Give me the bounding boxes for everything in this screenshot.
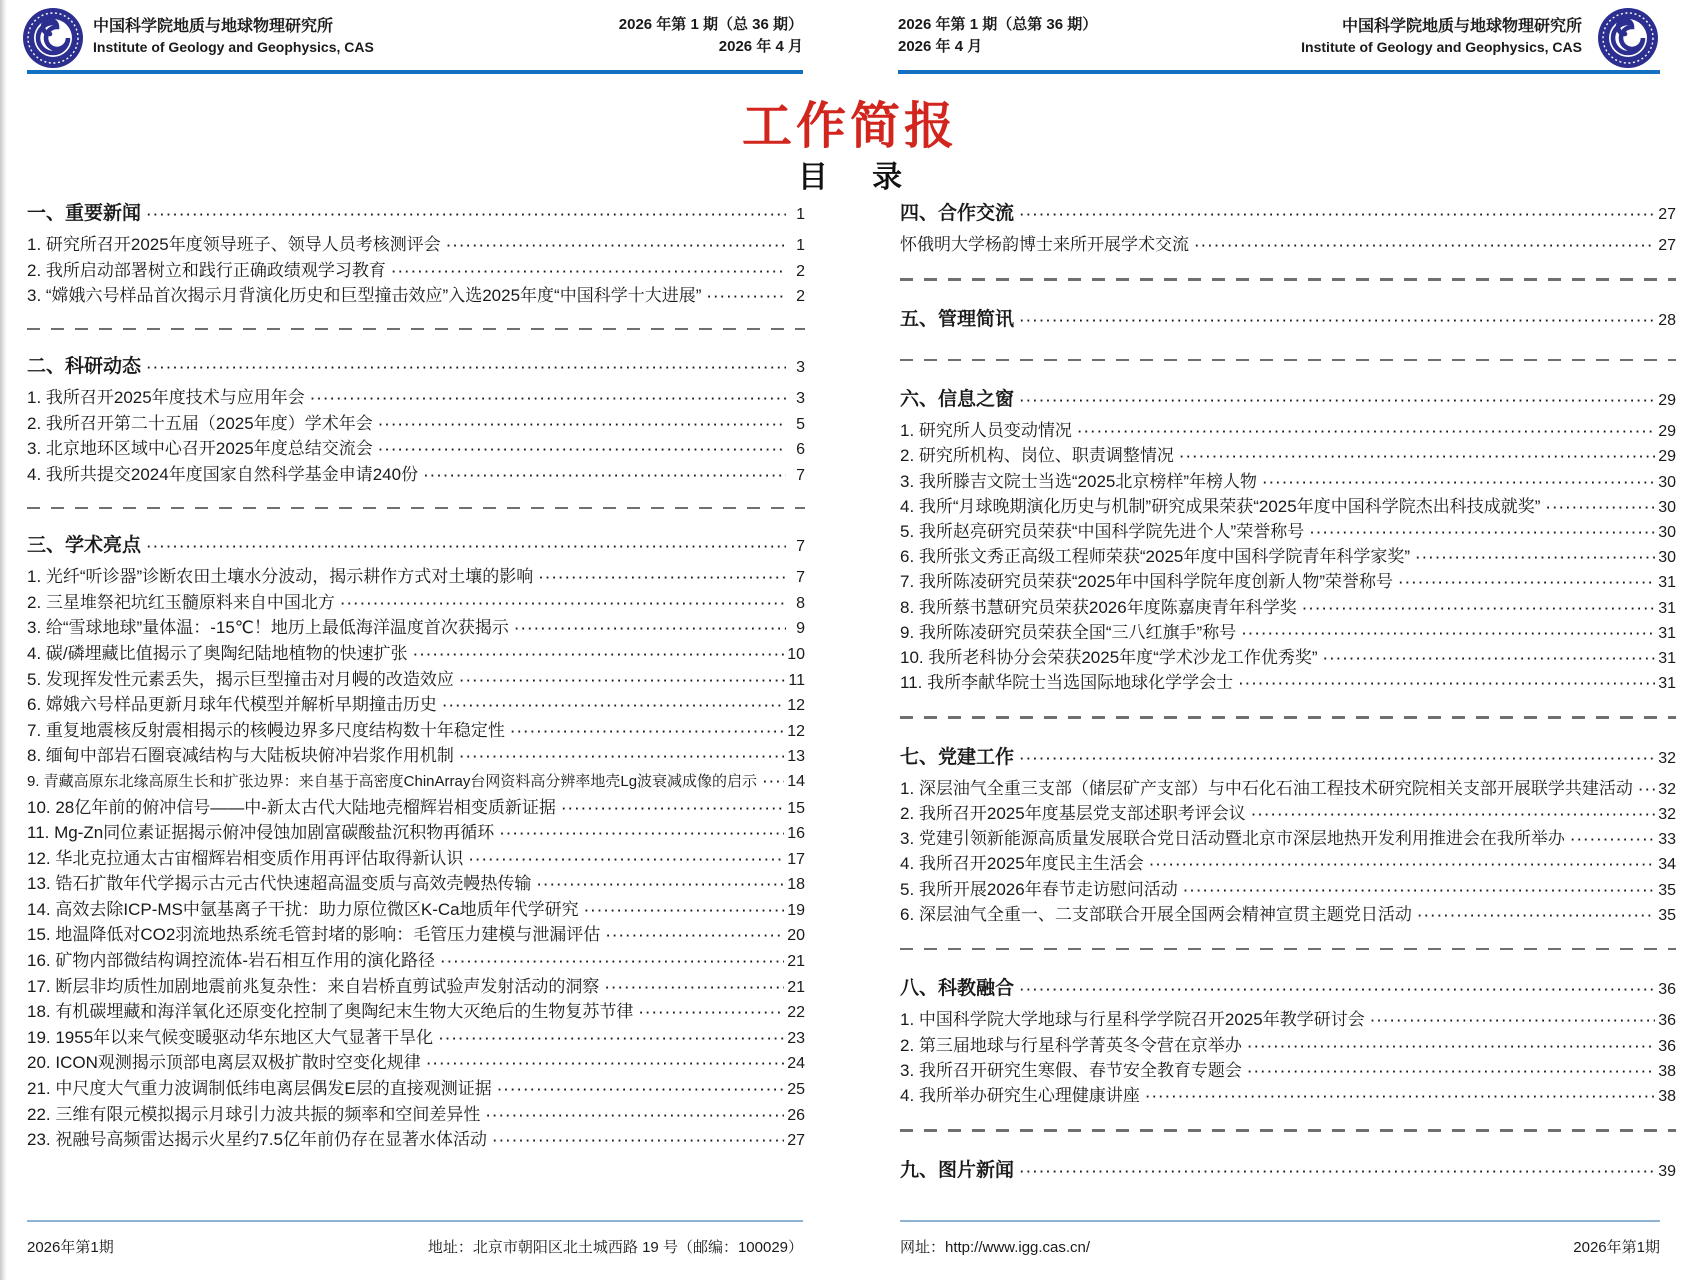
toc-item-label: 6. 嫦娥六号样品更新月球年代模型并解析早期撞击历史 (27, 695, 437, 715)
dot-leader (1078, 420, 1655, 445)
dot-leader (562, 797, 784, 823)
dot-leader (1150, 853, 1655, 878)
dot-leader (147, 350, 786, 386)
page-number: 27 (1658, 206, 1676, 223)
institute-name (1301, 16, 1582, 58)
dot-leader (1020, 741, 1655, 777)
toc-item (27, 462, 805, 488)
page-number: 12 (787, 722, 805, 740)
toc-item-label: 2. 研究所机构、岗位、职责调整情况 (900, 446, 1174, 466)
toc-item (900, 1058, 1676, 1083)
dot-leader (707, 285, 786, 311)
toc-section-heading-label: 三、学术亮点 (27, 535, 142, 557)
toc-item-label: 9. 我所陈凌研究员荣获全国“三八红旗手”称号 (900, 622, 1237, 642)
toc-item (27, 718, 805, 744)
page-number: 34 (1658, 856, 1676, 874)
toc-item-label: 3. 北京地环区域中心召开2025年度总结交流会 (27, 439, 373, 459)
dot-leader (1242, 622, 1655, 647)
toc-item (27, 641, 805, 667)
toc-item (27, 615, 805, 641)
toc-item-label: 4. 我所共提交2024年度国家自然科学基金申请240份 (27, 465, 419, 485)
page-number: 31 (1658, 649, 1676, 667)
page-number: 6 (796, 441, 805, 459)
toc-item (27, 1025, 805, 1051)
page-number: 20 (787, 927, 805, 945)
page-number: 33 (1658, 831, 1676, 849)
toc-item (27, 258, 805, 284)
dot-leader (606, 924, 784, 950)
dot-leader (341, 592, 786, 618)
dot-leader (1310, 521, 1655, 546)
toc-item (27, 846, 805, 872)
toc-item (27, 692, 805, 718)
toc-item-label: 怀俄明大学杨韵博士来所开展学术交流 (900, 235, 1189, 254)
toc-item-label: 2. 我所召开第二十五届（2025年度）学术年会 (27, 413, 373, 433)
dot-leader (469, 848, 784, 874)
page-number: 24 (787, 1055, 805, 1073)
dot-leader (1020, 1154, 1655, 1190)
footer-rule (27, 1220, 803, 1222)
page-number: 1 (796, 237, 805, 254)
page-number: 27 (1658, 237, 1676, 254)
toc-item (27, 590, 805, 616)
toc-item (900, 902, 1676, 927)
left-page-header (27, 0, 803, 78)
toc-section-heading-label: 八、科教融合 (900, 978, 1015, 1000)
page-number: 7 (796, 569, 805, 587)
toc-item-label: 7. 重复地震核反射震相揭示的核幔边界多尺度结构数十年稳定性 (27, 720, 505, 740)
dot-leader (539, 566, 786, 592)
toc-item-label: 5. 发现挥发性元素丢失，揭示巨型撞击对月幔的改造效应 (27, 669, 454, 689)
dot-leader (1020, 197, 1655, 233)
dot-leader (439, 1027, 784, 1053)
page-number: 23 (787, 1029, 805, 1047)
dot-leader (763, 770, 784, 796)
page-number: 29 (1658, 392, 1676, 410)
dot-leader (1324, 647, 1656, 672)
page-number: 15 (787, 799, 805, 817)
toc-item-label: 2. 三星堆祭祀坑红玉髓原料来自中国北方 (27, 592, 335, 612)
toc-item (900, 670, 1676, 695)
page-number: 3 (796, 390, 805, 408)
toc-item-label: 11. 我所李献华院士当选国际地球化学学会士 (900, 673, 1234, 693)
toc-item (27, 1127, 805, 1153)
section-divider (900, 278, 1676, 281)
page-number: 31 (1658, 574, 1676, 592)
page-number: 8 (796, 594, 805, 612)
toc-item (900, 620, 1676, 645)
toc-item (27, 897, 805, 923)
section-divider (27, 507, 805, 510)
toc-item (27, 948, 805, 974)
page-number: 25 (787, 1081, 805, 1099)
toc-item (27, 871, 805, 897)
header-rule (27, 70, 803, 74)
dot-leader (1639, 778, 1655, 803)
toc-item-label: 10. 我所老科协分会荣获2025年度“学术沙龙工作优秀奖” (900, 647, 1318, 667)
toc-item (900, 418, 1676, 443)
footer-address: 地址：北京市朝阳区北土城西路 19 号（邮编：100029） (427, 1239, 803, 1256)
toc-item (900, 569, 1676, 594)
toc-item-label: 21. 中尺度大气重力波调制低纬电离层偶发E层的直接观测证据 (27, 1079, 492, 1099)
page-number: 29 (1658, 448, 1676, 466)
page-number: 18 (787, 876, 805, 894)
toc-section-heading (900, 1153, 1676, 1189)
dot-leader (1184, 879, 1655, 904)
dot-leader (379, 438, 786, 464)
page-number: 22 (787, 1004, 805, 1022)
page-number: 36 (1658, 981, 1676, 999)
toc-item (27, 974, 805, 1000)
toc-item-label: 14. 高效去除ICP-MS中氩基离子干扰：助力原位微区K-Ca地质年代学研究 (27, 899, 579, 919)
toc-item (27, 820, 805, 846)
dot-leader (498, 1078, 785, 1104)
page-number: 13 (787, 748, 805, 766)
dot-leader (1571, 828, 1655, 853)
page-number: 19 (787, 901, 805, 919)
dot-leader (1252, 803, 1655, 828)
toc-section-heading (27, 528, 805, 564)
toc-item (27, 999, 805, 1025)
toc-item (900, 851, 1676, 876)
section-divider (27, 328, 805, 331)
toc-item (27, 411, 805, 437)
toc-item (900, 645, 1676, 670)
dot-leader (414, 643, 785, 669)
footer-rule (900, 1220, 1660, 1222)
page-number: 39 (1658, 1162, 1676, 1180)
institute-name (93, 16, 374, 58)
page-number: 10 (787, 645, 805, 663)
dot-leader (1303, 597, 1655, 622)
page-number: 27 (787, 1132, 805, 1150)
institute-seal-icon (1596, 6, 1660, 70)
institute-name-en: Institute of Geology and Geophysics, CAS (1301, 39, 1582, 55)
toc-section-heading (900, 302, 1676, 338)
toc-item-label: 5. 我所开展2026年春节走访慰问活动 (900, 879, 1178, 899)
dot-leader (1239, 672, 1655, 697)
toc-item (27, 922, 805, 948)
toc-item (27, 283, 805, 309)
dot-leader (424, 464, 786, 490)
dot-leader (1248, 1035, 1655, 1060)
dot-leader (511, 720, 784, 746)
toc-item (27, 232, 805, 258)
dot-leader (1418, 904, 1655, 929)
issue-info (898, 14, 1097, 58)
dot-leader (605, 976, 784, 1002)
toc-item (27, 1076, 805, 1102)
toc-item-label: 20. ICON观测揭示顶部电离层双极扩散时空变化规律 (27, 1053, 421, 1073)
institute-name-en: Institute of Geology and Geophysics, CAS (93, 39, 374, 55)
toc-item-label: 3. 我所滕吉文院士当选“2025北京榜样”年榜人物 (900, 471, 1258, 491)
toc-item (27, 385, 805, 411)
page-number: 30 (1658, 523, 1676, 541)
dot-leader (1546, 496, 1655, 521)
toc-item (900, 801, 1676, 826)
dot-leader (460, 669, 785, 695)
page-number: 38 (1658, 1087, 1676, 1105)
toc-item (27, 743, 805, 769)
toc-section-heading (900, 740, 1676, 776)
dot-leader (447, 234, 786, 260)
toc-item (900, 826, 1676, 851)
institute-name-cn: 中国科学院地质与地球物理研究所 (93, 18, 334, 35)
toc-section-heading-label: 二、科研动态 (27, 356, 142, 378)
toc-title: 目 录 (797, 161, 921, 194)
toc-item-label: 4. 碳/磷埋藏比值揭示了奥陶纪陆地植物的快速扩张 (27, 643, 408, 663)
dot-leader (1146, 1085, 1655, 1110)
dot-leader (1020, 972, 1655, 1008)
section-divider (900, 359, 1676, 362)
page-number: 36 (1658, 1037, 1676, 1055)
dot-leader (585, 899, 785, 925)
toc-item-label: 23. 祝融号高频雷达揭示火星约7.5亿年前仍存在显著水体活动 (27, 1130, 487, 1150)
issue-number: 2026 年第 1 期（总第 36 期） (898, 16, 1098, 33)
toc-item-label: 7. 我所陈凌研究员荣获“2025年中国科学院年度创新人物”荣誉称号 (900, 572, 1394, 592)
page-number: 7 (796, 467, 805, 485)
institute-name-cn: 中国科学院地质与地球物理研究所 (1341, 18, 1582, 35)
toc-item-label: 15. 地温降低对CO2羽流地热系统毛管封堵的影响：毛管压力建模与泄漏评估 (27, 925, 601, 945)
toc-item-label: 6. 我所张文秀正高级工程师荣获“2025年度中国科学院青年科学家奖” (900, 547, 1411, 567)
toc-item (900, 443, 1676, 468)
page-number: 30 (1658, 473, 1676, 491)
dot-leader (500, 822, 784, 848)
toc-section-heading-label: 四、合作交流 (900, 203, 1015, 224)
toc-item (900, 469, 1676, 494)
header-rule (898, 70, 1660, 74)
toc-section-heading-label: 一、重要新闻 (27, 203, 142, 224)
toc-item (900, 494, 1676, 519)
page-number: 26 (787, 1106, 805, 1124)
dot-leader (147, 529, 786, 565)
page-number: 38 (1658, 1062, 1676, 1080)
toc-section-heading (27, 349, 805, 385)
toc-section-heading (900, 971, 1676, 1007)
bulletin-title: 工作简报 (742, 98, 958, 154)
dot-leader (537, 873, 784, 899)
toc-item-label: 4. 我所举办研究生心理健康讲座 (900, 1085, 1140, 1105)
toc-item-label: 3. 我所召开研究生寒假、春节安全教育专题会 (900, 1060, 1242, 1080)
toc-column-right (900, 196, 1676, 1189)
toc-item (27, 1102, 805, 1128)
toc-item-label: 16. 矿物内部微结构调控流体-岩石相互作用的演化路径 (27, 951, 436, 971)
left-page-footer (27, 1220, 803, 1266)
toc-item-label: 17. 断层非均质性加剧地震前兆复杂性：来自岩桥直剪试验声发射活动的洞察 (27, 976, 600, 996)
right-page-footer (900, 1220, 1660, 1266)
issue-info (619, 14, 803, 58)
toc-item-label: 5. 我所赵亮研究员荣获“中国科学院先进个人”荣誉称号 (900, 521, 1305, 541)
dot-leader (493, 1129, 784, 1155)
right-page-header (898, 0, 1660, 78)
toc-item-label: 1. 中国科学院大学地球与行星科学学院召开2025年教学研讨会 (900, 1010, 1365, 1030)
page-number: 21 (787, 978, 805, 996)
issue-number: 2026 年第 1 期（总 36 期） (618, 16, 803, 33)
toc-item (27, 564, 805, 590)
dot-leader (379, 413, 786, 439)
page-number: 16 (787, 825, 805, 843)
toc-section-heading (900, 196, 1676, 232)
page-number: 5 (796, 415, 805, 433)
dot-leader (1399, 571, 1655, 596)
page-number: 17 (787, 850, 805, 868)
dot-leader (1248, 1060, 1655, 1085)
toc-item-label: 4. 我所召开2025年度民主生活会 (900, 854, 1144, 874)
page-number: 32 (1658, 749, 1676, 767)
toc-item (900, 776, 1676, 801)
toc-section-heading-label: 六、信息之窗 (900, 389, 1015, 411)
toc-section-heading-label: 五、管理简讯 (900, 308, 1015, 330)
section-divider (900, 948, 1676, 951)
toc-section-heading (900, 382, 1676, 418)
dot-leader (427, 1052, 784, 1078)
dot-leader (443, 694, 784, 720)
page-number: 14 (787, 772, 805, 790)
toc-item-label: 6. 深层油气全重一、二支部联合开展全国两会精神宣贯主题党日活动 (900, 904, 1412, 924)
dot-leader (486, 1104, 784, 1130)
page-number: 2 (796, 288, 805, 306)
toc-item-label: 4. 我所“月球晚期演化历史与机制”研究成果荣获“2025年度中国科学院杰出科技成就奖” (900, 496, 1541, 516)
page-number: 29 (1658, 423, 1676, 441)
toc-item-label: 3. 给“雪球地球”量体温：-15℃！地历上最低海洋温度首次获揭示 (27, 618, 509, 638)
toc-column-left (27, 196, 805, 1153)
issue-date: 2026 年 4 月 (898, 38, 983, 55)
dot-leader (441, 950, 784, 976)
dot-leader (1020, 303, 1655, 339)
toc-item-label: 1. 研究所人员变动情况 (900, 421, 1072, 441)
dot-leader (311, 387, 786, 413)
page-number: 3 (796, 359, 805, 377)
page-number: 30 (1658, 549, 1676, 567)
toc-item-label: 2. 我所启动部署树立和践行正确政绩观学习教育 (27, 260, 386, 280)
toc-item-label: 8. 缅甸中部岩石圈衰减结构与大陆板块俯冲岩浆作用机制 (27, 746, 454, 766)
toc-item (900, 595, 1676, 620)
dot-leader (1371, 1009, 1655, 1034)
toc-item (900, 232, 1676, 257)
toc-item-label: 8. 我所蔡书慧研究员荣获2026年度陈嘉庚青年科学奖 (900, 597, 1297, 617)
dot-leader (1020, 383, 1655, 419)
footer-issue: 2026年第1期 (27, 1239, 114, 1256)
page-number: 36 (1658, 1012, 1676, 1030)
page-number: 1 (796, 206, 805, 223)
issue-date: 2026 年 4 月 (718, 38, 803, 55)
toc-item-label: 13. 锆石扩散年代学揭示古元古代快速超高温变质与高效壳幔热传输 (27, 874, 532, 894)
dot-leader (515, 617, 786, 643)
toc-item (900, 544, 1676, 569)
toc-item (900, 1083, 1676, 1108)
toc-item-label: 1. 研究所召开2025年度领导班子、领导人员考核测评会 (27, 235, 441, 254)
page-number: 35 (1658, 881, 1676, 899)
toc-section-heading-label: 七、党建工作 (900, 746, 1015, 768)
dot-leader (392, 260, 786, 286)
toc-item-label: 2. 第三届地球与行星科学菁英冬令营在京举办 (900, 1035, 1242, 1055)
toc-section-heading-label: 九、图片新闻 (900, 1159, 1015, 1181)
toc-item (900, 877, 1676, 902)
section-divider (900, 716, 1676, 719)
section-divider (900, 1129, 1676, 1132)
toc-item (900, 1007, 1676, 1032)
toc-item (27, 769, 805, 795)
toc-item-label: 9. 青藏高原东北缘高原生长和扩张边界：来自基于高密度ChinArray台网资料高分辨率地壳Lg波衰减成像的启示 (27, 772, 758, 790)
page-number: 11 (788, 671, 805, 689)
footer-website: 网址：http://www.igg.cas.cn/ (900, 1239, 1091, 1256)
dot-leader (1195, 234, 1655, 259)
page-number: 31 (1658, 675, 1676, 693)
toc-item (900, 519, 1676, 544)
page-number: 31 (1658, 599, 1676, 617)
toc-item-label: 22. 三维有限元模拟揭示月球引力波共振的频率和空间差异性 (27, 1104, 481, 1124)
dot-leader (460, 745, 784, 771)
toc-item (27, 436, 805, 462)
dot-leader (639, 1001, 784, 1027)
toc-item (900, 1033, 1676, 1058)
toc-item-label: 19. 1955年以来气候变暖驱动华东地区大气显著干旱化 (27, 1027, 434, 1047)
toc-item-label: 11. Mg-Zn同位素证据揭示俯冲侵蚀加剧富碳酸盐沉积物再循环 (27, 823, 495, 843)
toc-item-label: 18. 有机碳埋藏和海洋氧化还原变化控制了奥陶纪末生物大灭绝后的生物复苏节律 (27, 1002, 634, 1022)
page-number: 30 (1658, 498, 1676, 516)
toc-item (27, 667, 805, 693)
page-number: 32 (1658, 805, 1676, 823)
dot-leader (1416, 546, 1655, 571)
toc-item-label: 1. 深层油气全重三支部（储层矿产支部）与中石化石油工程技术研究院相关支部开展联学共建活动 (900, 778, 1633, 798)
toc-item-label: 1. 光纤“听诊器”诊断农田土壤水分波动，揭示耕作方式对土壤的影响 (27, 567, 534, 587)
toc-item-label: 3. 党建引领新能源高质量发展联合党日活动暨北京市深层地热开发利用推进会在我所举办 (900, 829, 1565, 849)
toc-item-label: 3. “嫦娥六号样品首次揭示月背演化历史和巨型撞击效应”入选2025年度“中国科学十大进展” (27, 286, 702, 306)
toc-section-heading (27, 196, 805, 232)
page-number: 21 (787, 953, 805, 971)
toc-item-label: 1. 我所召开2025年度技术与应用年会 (27, 388, 305, 408)
toc-item-label: 10. 28亿年前的俯冲信号——中-新太古代大陆地壳榴辉岩相变质新证据 (27, 797, 556, 817)
toc-item-label: 2. 我所召开2025年度基层党支部述职考评会议 (900, 803, 1246, 823)
page-number: 9 (796, 620, 805, 638)
page-number: 32 (1658, 780, 1676, 798)
toc-item (27, 795, 805, 821)
dot-leader (1263, 471, 1655, 496)
footer-issue: 2026年第1期 (1573, 1239, 1660, 1256)
toc-item-label: 12. 华北克拉通太古宙榴辉岩相变质作用再评估取得新认识 (27, 848, 464, 868)
page-number: 2 (796, 262, 805, 280)
page-number: 31 (1658, 624, 1676, 642)
page-number: 7 (796, 538, 805, 556)
institute-seal-icon (21, 6, 85, 70)
page-number: 28 (1658, 311, 1676, 329)
page-number: 12 (787, 697, 805, 715)
dot-leader (1180, 445, 1655, 470)
dot-leader (147, 197, 786, 233)
page-number: 35 (1658, 906, 1676, 924)
toc-item (27, 1050, 805, 1076)
